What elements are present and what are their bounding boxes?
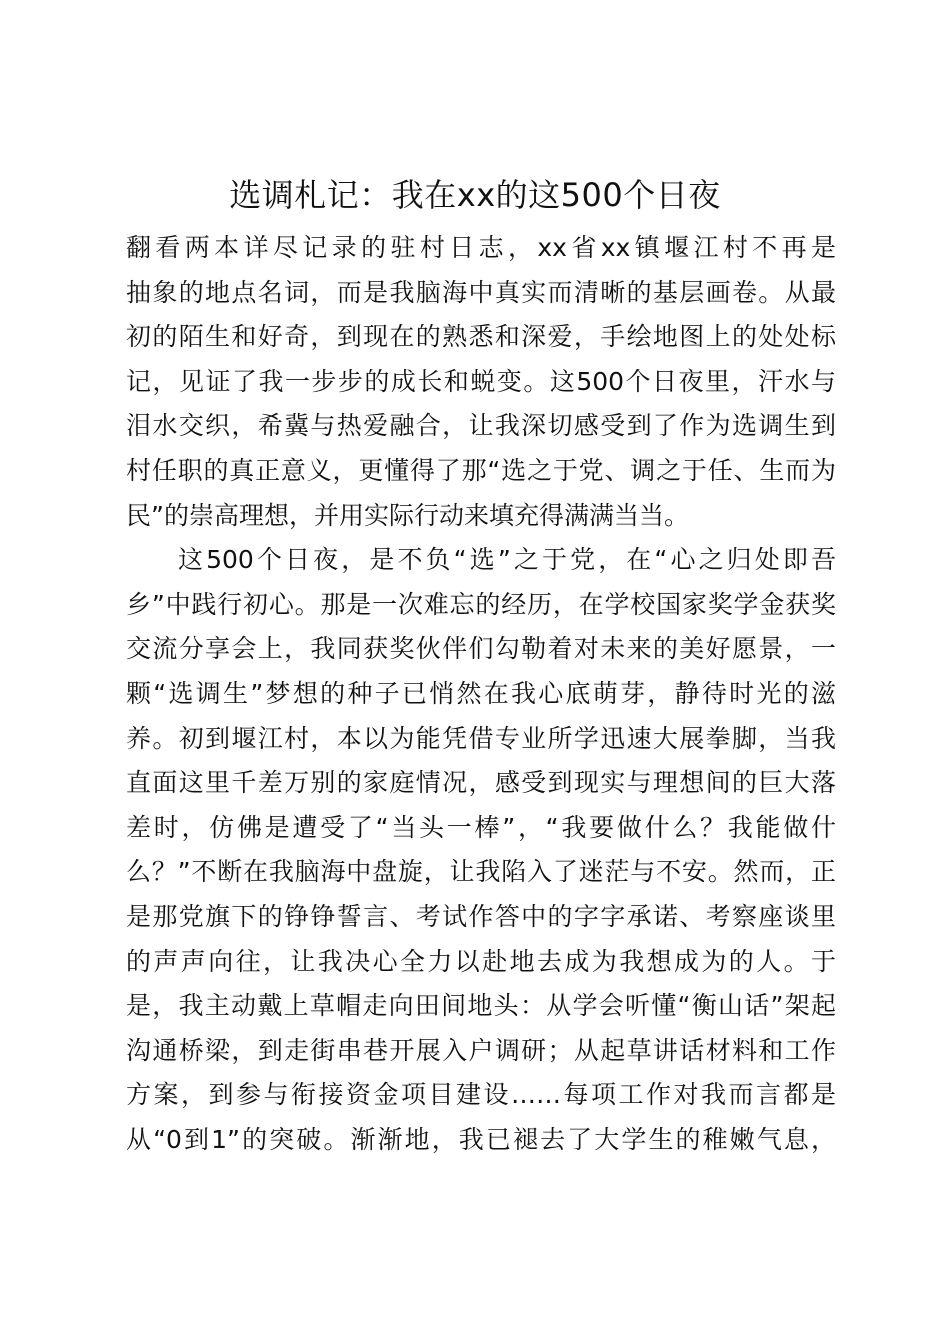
text-line: 初的陌生和好奇，到现在的熟悉和深爱，手绘地图上的处处标 <box>126 322 836 352</box>
text-line: 的声声向往，让我决心全力以赴地去成为我想成为的人。于 <box>126 946 836 976</box>
text-line: 从“0到1”的突破。渐渐地，我已褪去了大学生的稚嫩气息， <box>126 1124 836 1154</box>
text-line: 交流分享会上，我同获奖伙伴们勾勒着对未来的美好愿景，一 <box>126 634 836 664</box>
text-line: 么？”不断在我脑海中盘旋，让我陷入了迷茫与不安。然而，正 <box>126 857 836 887</box>
text-line: 泪水交织，希冀与热爱融合，让我深切感受到了作为选调生到 <box>126 411 836 441</box>
text-line: 沟通桥梁，到走街串巷开展入户调研；从起草讲话材料和工作 <box>126 1035 836 1065</box>
text-line: 颗“选调生”梦想的种子已悄然在我心底萌芽，静待时光的滋 <box>126 678 836 708</box>
text-line: 养。初到堰江村，本以为能凭借专业所学迅速大展拳脚，当我 <box>126 723 836 753</box>
text-line: 直面这里千差万别的家庭情况，感受到现实与理想间的巨大落 <box>126 768 836 798</box>
text-line: 村任职的真正意义，更懂得了那“选之于党、调之于任、生而为 <box>126 455 836 485</box>
text-line: 是那党旗下的铮铮誓言、考试作答中的字字承诺、考察座谈里 <box>126 901 836 931</box>
text-line: 民”的崇高理想，并用实际行动来填充得满满当当。 <box>126 500 689 530</box>
document-title: 选调札记：我在xx的这500个日夜 <box>229 176 721 214</box>
text-line: 记，见证了我一步步的成长和蜕变。这500个日夜里，汗水与 <box>126 366 836 396</box>
text-line: 乡”中践行初心。那是一次难忘的经历，在学校国家奖学金获奖 <box>126 589 836 619</box>
text-line: 方案，到参与衔接资金项目建设……每项工作对我而言都是 <box>126 1080 836 1110</box>
text-line: 抽象的地点名词，而是我脑海中真实而清晰的基层画卷。从最 <box>126 277 836 307</box>
document-body <box>126 226 836 1162</box>
text-line: 是，我主动戴上草帽走向田间地头：从学会听懂“衡山话”架起 <box>126 991 836 1021</box>
text-line: 翻看两本详尽记录的驻村日志，xx省xx镇堰江村不再是 <box>126 233 836 262</box>
text-line: 这500个日夜，是不负“选”之于党，在“心之归处即吾 <box>178 545 836 575</box>
text-line: 差时，仿佛是遭受了“当头一棒”，“我要做什么？我能做什 <box>126 812 836 842</box>
